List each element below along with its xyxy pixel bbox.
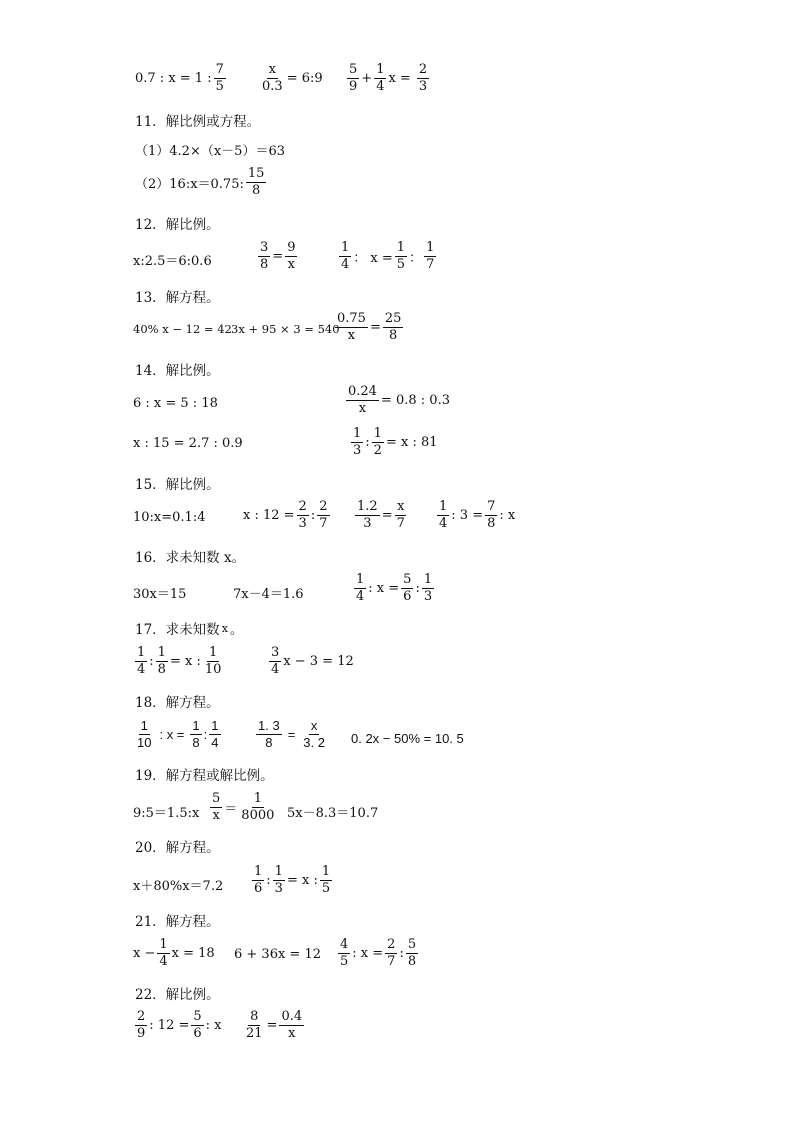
fraction: $\frac{x}{7}$ bbox=[396, 499, 405, 531]
p13-eq-3: $\frac{0.75}{x}$ = $\frac{25}{8}$ bbox=[337, 311, 402, 343]
p12-eq-3: $\frac{1}{4}$ ： x = $\frac{1}{5}$ ： $\frac{1}{7}$ bbox=[341, 240, 435, 272]
fraction: $\frac{1}{4}$ bbox=[341, 240, 350, 272]
p11-eq-1: （1）4.2×（x－5）＝63 bbox=[135, 144, 285, 159]
fraction: $\frac{15}{8}$ bbox=[247, 166, 265, 198]
fraction: $\frac{1}{8000}$ bbox=[241, 791, 275, 823]
fraction: $\frac{1}{5}$ bbox=[321, 864, 331, 896]
fraction: $\frac{1}{4}$ bbox=[356, 572, 365, 604]
p21-eq-2: 6 + 36x = 12 bbox=[234, 947, 322, 962]
fraction: $\frac{2}{7}$ bbox=[319, 499, 328, 531]
fraction: $\frac{0.75}{x}$ bbox=[337, 311, 366, 343]
problem-heading-14: 14．解比例。 bbox=[135, 363, 220, 379]
problem-heading-16: 16．求未知数 x。 bbox=[135, 550, 246, 566]
fraction: $\frac{1}{6}$ bbox=[254, 864, 263, 896]
p19-eq-2: $\frac{5}{x}$ ＝ $\frac{1}{8000}$ bbox=[212, 791, 275, 823]
p14-eq-1: 6 : x = 5 : 18 bbox=[133, 396, 218, 411]
fraction: $\frac{1}{10}$ bbox=[204, 645, 222, 677]
p14-eq-3: x : 15 = 2.7 : 0.9 bbox=[133, 436, 243, 451]
p19-eq-3: 5x－8.3＝10.7 bbox=[287, 806, 379, 821]
p17-eq-1: $\frac{1}{4}$ : $\frac{1}{8}$ = x : $\frac{1}{10}$ bbox=[137, 645, 222, 677]
p18-eq-1: $\frac{1}{10}$ : x = $\frac{1}{8}$ : $\frac{1}{4}$ bbox=[137, 718, 219, 750]
problem-heading-19: 19．解方程或解比例。 bbox=[135, 768, 274, 784]
p20-eq-2: $\frac{1}{6}$ : $\frac{1}{3}$ = x : $\frac{1}{5}$ bbox=[254, 864, 331, 896]
problem-heading-12: 12．解比例。 bbox=[135, 217, 220, 233]
fraction: $\frac{5}{6}$ bbox=[403, 572, 412, 604]
fraction: $\frac{5}{x}$ bbox=[212, 791, 221, 823]
fraction: $\frac{1}{4}$ bbox=[376, 62, 385, 94]
problem-heading-11: 11．解比例或方程。 bbox=[135, 114, 261, 130]
fraction: $\frac{1}{8}$ bbox=[157, 645, 166, 677]
fraction: $\frac{7}{5}$ bbox=[215, 62, 224, 94]
fraction: $\frac{5}{8}$ bbox=[407, 937, 417, 969]
fraction: $\frac{1}{3}$ bbox=[423, 572, 433, 604]
problem-heading-15: 15．解比例。 bbox=[135, 477, 220, 493]
fraction: $\frac{2}{3}$ bbox=[418, 62, 428, 94]
fraction: $\frac{1}{3}$ bbox=[274, 864, 283, 896]
p15-eq-3: $\frac{1.2}{3}$ = $\frac{x}{7}$ bbox=[357, 499, 405, 531]
problem-heading-20: 20．解方程。 bbox=[135, 840, 220, 856]
p15-eq-4: $\frac{1}{4}$ : 3 = $\frac{7}{8}$ : x bbox=[439, 499, 516, 531]
p13-eq-2: 3x + 95 × 3 = 540 bbox=[231, 322, 340, 336]
fraction: $\frac{1}{4}$ bbox=[211, 718, 219, 750]
fraction: $\frac{5}{6}$ bbox=[193, 1009, 202, 1041]
top-eq-3: $\frac{5}{9}$ + $\frac{1}{4}$ x = $\frac{2}{3}$ bbox=[349, 62, 428, 94]
p19-eq-1: 9:5＝1.5:x bbox=[133, 806, 200, 821]
fraction: $\frac{1}{7}$ bbox=[426, 240, 435, 272]
top-eq-1: 0.7 : x = 1 : $\frac{7}{5}$ bbox=[135, 62, 224, 94]
top-eq-2: $\frac{x}{0.3}$ = 6:9 bbox=[262, 62, 323, 94]
fraction: $\frac{1}{4}$ bbox=[137, 645, 146, 677]
fraction: $\frac{1. 3}{8}$ bbox=[258, 718, 280, 750]
fraction: $\frac{4}{5}$ bbox=[340, 937, 349, 969]
fraction: $\frac{3}{4}$ bbox=[271, 645, 280, 677]
fraction: $\frac{2}{9}$ bbox=[137, 1009, 146, 1041]
p15-eq-2: x : 12 = $\frac{2}{3}$ : $\frac{2}{7}$ bbox=[243, 499, 328, 531]
p11-eq-2: （2）16:x＝0.75: $\frac{15}{8}$ bbox=[135, 166, 265, 198]
problem-heading-13: 13．解方程。 bbox=[135, 290, 220, 306]
fraction: $\frac{3}{8}$ bbox=[260, 240, 269, 272]
p16-eq-3: $\frac{1}{4}$ : x = $\frac{5}{6}$ : $\frac{1}{3}$ bbox=[356, 572, 433, 604]
p13-eq-1: 40% x − 12 = 42 bbox=[133, 322, 232, 336]
problem-heading-22: 22．解比例。 bbox=[135, 987, 220, 1003]
p14-eq-4: $\frac{1}{3}$ : $\frac{1}{2}$ = x : 81 bbox=[353, 426, 438, 458]
p16-eq-2: 7x－4＝1.6 bbox=[233, 587, 304, 602]
p12-eq-2: $\frac{3}{8}$ = $\frac{9}{x}$ bbox=[260, 240, 296, 272]
p20-eq-1: x＋80%x＝7.2 bbox=[133, 879, 224, 894]
p16-eq-1: 30x＝15 bbox=[133, 587, 187, 602]
fraction: $\frac{9}{x}$ bbox=[287, 240, 296, 272]
p22-eq-1: $\frac{2}{9}$ : 12 = $\frac{5}{6}$ : x bbox=[137, 1009, 222, 1041]
fraction: $\frac{1}{4}$ bbox=[159, 937, 168, 969]
p22-eq-2: $\frac{8}{21}$ = $\frac{0.4}{x}$ bbox=[246, 1009, 303, 1041]
p21-eq-3: $\frac{4}{5}$ : x = $\frac{2}{7}$ : $\frac{5}{8}$ bbox=[340, 937, 417, 969]
fraction: $\frac{1}{2}$ bbox=[373, 426, 382, 458]
fraction: $\frac{5}{9}$ bbox=[349, 62, 358, 94]
p17-eq-2: $\frac{3}{4}$ x − 3 = 12 bbox=[271, 645, 354, 677]
p18-eq-3: 0. 2x − 50% = 10. 5 bbox=[351, 731, 464, 746]
p12-eq-1: x:2.5＝6:0.6 bbox=[133, 254, 212, 269]
fraction: $\frac{x}{3. 2}$ bbox=[303, 718, 325, 750]
p15-eq-1: 10:x=0.1:4 bbox=[133, 510, 206, 525]
fraction: $\frac{8}{21}$ bbox=[246, 1009, 263, 1041]
fraction: $\frac{1}{4}$ bbox=[439, 499, 448, 531]
fraction: $\frac{0.24}{x}$ bbox=[348, 384, 377, 416]
fraction: $\frac{x}{0.3}$ bbox=[262, 62, 283, 94]
fraction: $\frac{2}{7}$ bbox=[387, 937, 396, 969]
fraction: $\frac{0.4}{x}$ bbox=[281, 1009, 303, 1041]
fraction: $\frac{1}{10}$ bbox=[137, 718, 152, 750]
fraction: $\frac{1}{8}$ bbox=[192, 718, 200, 750]
fraction: $\frac{2}{3}$ bbox=[298, 499, 307, 531]
fraction: $\frac{1}{3}$ bbox=[353, 426, 362, 458]
fraction: $\frac{7}{8}$ bbox=[487, 499, 496, 531]
p18-eq-2: $\frac{1. 3}{8}$ = $\frac{x}{3. 2}$ bbox=[258, 718, 325, 750]
problem-heading-21: 21．解方程。 bbox=[135, 914, 220, 930]
fraction: $\frac{1}{5}$ bbox=[396, 240, 406, 272]
fraction: $\frac{25}{8}$ bbox=[384, 311, 402, 343]
problem-heading-18: 18．解方程。 bbox=[135, 695, 220, 711]
p14-eq-2: $\frac{0.24}{x}$ = 0.8 : 0.3 bbox=[348, 384, 450, 416]
p21-eq-1: x − $\frac{1}{4}$ x = 18 bbox=[133, 937, 215, 969]
fraction: $\frac{1.2}{3}$ bbox=[357, 499, 378, 531]
problem-heading-17: 17．求未知数 x 。 bbox=[135, 622, 244, 638]
